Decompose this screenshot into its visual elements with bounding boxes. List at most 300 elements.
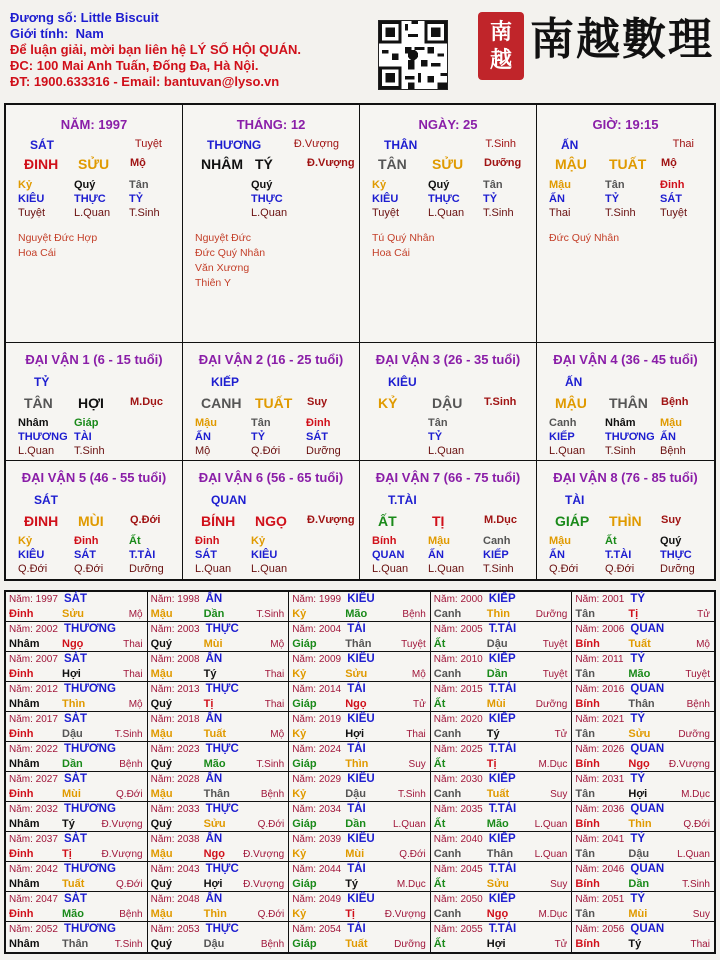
year-ten-god: TỶ bbox=[630, 713, 646, 725]
year-stem: Mậu bbox=[150, 608, 173, 620]
year-stage: Thai bbox=[264, 699, 285, 710]
year-stage: Suy bbox=[550, 789, 568, 800]
year-stage: Tử bbox=[697, 609, 710, 620]
annual-cell[interactable] bbox=[572, 892, 714, 921]
year-stage: Q.Đới bbox=[116, 789, 143, 800]
hidden-stem-stage: L.Quan bbox=[549, 445, 586, 457]
heavenly-stem: MẬU bbox=[555, 395, 587, 411]
year-stage: Thai bbox=[690, 939, 710, 950]
year-label: Năm: 2033 bbox=[150, 804, 200, 815]
annual-cell[interactable] bbox=[6, 862, 148, 891]
year-stem: Mậu bbox=[150, 668, 173, 680]
annual-cell[interactable] bbox=[572, 652, 714, 681]
annual-cell[interactable] bbox=[289, 622, 431, 651]
annual-cell[interactable] bbox=[289, 652, 431, 681]
annual-cell[interactable] bbox=[289, 712, 431, 741]
annual-cell[interactable] bbox=[6, 742, 148, 771]
hidden-stem-stage: Q.Đới bbox=[605, 563, 635, 575]
phone-email-line: ĐT: 1900.633316 - Email: bantuvan@lyso.vn bbox=[10, 74, 280, 89]
year-label: Năm: 2024 bbox=[292, 744, 342, 755]
year-stage: Suy bbox=[550, 879, 568, 890]
annual-row bbox=[6, 922, 714, 952]
ten-god-stem: THÂN bbox=[384, 138, 418, 152]
annual-cell[interactable] bbox=[572, 622, 714, 651]
year-label: Năm: 1999 bbox=[292, 594, 342, 605]
hidden-stem-name: Tân bbox=[428, 417, 448, 429]
year-label: Năm: 2041 bbox=[575, 834, 625, 845]
branch-stage: Mộ bbox=[661, 157, 677, 169]
year-label: Năm: 2031 bbox=[575, 774, 625, 785]
year-branch: Thân bbox=[345, 638, 372, 650]
pillar-cell bbox=[537, 105, 714, 343]
hidden-stem-god: SÁT bbox=[660, 193, 682, 205]
contact-invite: Để luận giải, mời bạn liên hệ LÝ SỐ HỘI QUÁN. bbox=[10, 42, 301, 57]
year-stem: Ất bbox=[433, 878, 446, 890]
year-label: Năm: 2053 bbox=[150, 924, 200, 935]
year-label: Năm: 2046 bbox=[575, 864, 625, 875]
year-stem: Đinh bbox=[9, 848, 34, 860]
dai-van-row-2 bbox=[6, 461, 714, 579]
year-branch: Hợi bbox=[345, 728, 365, 740]
year-branch: Dậu bbox=[62, 728, 83, 740]
pillar-title: NGÀY: 25 bbox=[418, 117, 478, 132]
year-label: Năm: 2032 bbox=[9, 804, 58, 815]
annual-cell[interactable] bbox=[148, 682, 290, 711]
year-stage: Tuyệt bbox=[685, 669, 710, 680]
year-stage: Tử bbox=[554, 729, 568, 740]
year-stem: Bính bbox=[575, 938, 600, 950]
hidden-stem-stage: L.Quan bbox=[372, 563, 409, 575]
auxiliary-star: Hoa Cái bbox=[18, 247, 56, 259]
annual-cell[interactable] bbox=[289, 682, 431, 711]
auxiliary-star: Tú Quý Nhân bbox=[372, 232, 435, 244]
year-stage: L.Quan bbox=[677, 849, 710, 860]
year-label: Năm: 2050 bbox=[433, 894, 483, 905]
year-label: Năm: 2022 bbox=[9, 744, 58, 755]
branch-stage: Mộ bbox=[130, 157, 146, 169]
dai-van-row-1 bbox=[6, 343, 714, 461]
year-stage: Mộ bbox=[411, 669, 426, 680]
year-stage: M.Dục bbox=[538, 909, 568, 920]
hidden-stem-god: THỰC bbox=[251, 193, 283, 205]
year-label: Năm: 2055 bbox=[433, 924, 483, 935]
annual-cell[interactable] bbox=[6, 622, 148, 651]
year-branch: Thìn bbox=[345, 758, 369, 770]
year-stage: Bệnh bbox=[260, 939, 285, 950]
dai-van-cell bbox=[360, 343, 537, 461]
hidden-stem-name: Quý bbox=[428, 179, 450, 191]
annual-cell[interactable] bbox=[289, 832, 431, 861]
hidden-stem-name: Tân bbox=[605, 179, 625, 191]
year-stage: Mộ bbox=[270, 639, 285, 650]
hidden-stem-god: KIẾP bbox=[483, 549, 509, 561]
year-stage: Q.Đới bbox=[257, 909, 285, 920]
annual-cell[interactable] bbox=[572, 862, 714, 891]
year-branch: Mão bbox=[203, 758, 226, 770]
annual-cell[interactable] bbox=[431, 682, 573, 711]
year-stage: Đ.Vượng bbox=[668, 759, 710, 770]
heavenly-stem: KỶ bbox=[378, 395, 398, 411]
year-branch: Dần bbox=[486, 668, 508, 680]
year-ten-god: KIÊU bbox=[347, 833, 375, 845]
header-info bbox=[10, 10, 370, 90]
year-ten-god: TỶ bbox=[630, 593, 646, 605]
auxiliary-star: Văn Xương bbox=[195, 262, 250, 274]
year-branch: Ngọ bbox=[345, 698, 367, 710]
annual-table bbox=[4, 590, 716, 954]
annual-cell[interactable] bbox=[289, 742, 431, 771]
year-ten-god: ẤN bbox=[205, 653, 223, 665]
heavenly-stem: GIÁP bbox=[555, 513, 590, 529]
hidden-stem-stage: T.Sinh bbox=[74, 445, 105, 457]
year-stage: Dưỡng bbox=[535, 699, 568, 710]
annual-cell[interactable] bbox=[572, 742, 714, 771]
annual-cell[interactable] bbox=[431, 772, 573, 801]
year-stem: Nhâm bbox=[9, 878, 40, 890]
year-stage: Bệnh bbox=[119, 909, 143, 920]
annual-cell[interactable] bbox=[148, 802, 290, 831]
year-ten-god: TÀI bbox=[347, 683, 366, 695]
hidden-stem-name: Kỷ bbox=[251, 535, 266, 547]
year-label: Năm: 2044 bbox=[292, 864, 342, 875]
year-ten-god: T.TÀI bbox=[488, 743, 517, 755]
year-label: Năm: 2001 bbox=[575, 594, 625, 605]
annual-cell[interactable] bbox=[6, 682, 148, 711]
dai-van-cell bbox=[183, 461, 360, 579]
year-ten-god: QUAN bbox=[630, 923, 665, 935]
year-ten-god: T.TÀI bbox=[488, 683, 517, 695]
year-branch: Thìn bbox=[628, 818, 652, 830]
branch-stage: Dưỡng bbox=[484, 157, 522, 169]
earthly-branch: TÝ bbox=[255, 156, 273, 172]
year-ten-god: T.TÀI bbox=[488, 923, 517, 935]
year-stage: Thai bbox=[264, 669, 285, 680]
year-stem: Tân bbox=[575, 908, 595, 920]
year-ten-god: THỰC bbox=[205, 623, 239, 635]
hidden-stem-stage: Dưỡng bbox=[129, 563, 164, 575]
year-label: Năm: 2013 bbox=[150, 684, 200, 695]
annual-cell[interactable] bbox=[431, 802, 573, 831]
year-ten-god: THỰC bbox=[205, 923, 239, 935]
year-stem: Ất bbox=[433, 698, 446, 710]
year-label: Năm: 2025 bbox=[433, 744, 483, 755]
year-stage: Đ.Vượng bbox=[384, 909, 426, 920]
year-stem: Bính bbox=[575, 698, 600, 710]
year-branch: Tý bbox=[486, 728, 500, 740]
year-stem: Ất bbox=[433, 818, 446, 830]
year-stem: Kỷ bbox=[292, 908, 307, 920]
branch-stage: M.Dục bbox=[130, 396, 163, 408]
year-label: Năm: 2002 bbox=[9, 624, 58, 635]
earthly-branch: SỬU bbox=[432, 156, 464, 172]
annual-cell[interactable] bbox=[289, 802, 431, 831]
annual-cell[interactable] bbox=[431, 892, 573, 921]
annual-cell[interactable] bbox=[6, 712, 148, 741]
annual-cell[interactable] bbox=[148, 592, 290, 621]
year-stage: Bệnh bbox=[260, 789, 285, 800]
year-branch: Mùi bbox=[486, 698, 506, 710]
year-branch: Sửu bbox=[62, 608, 85, 620]
annual-cell[interactable] bbox=[148, 862, 290, 891]
year-stem: Bính bbox=[575, 878, 600, 890]
year-label: Năm: 2014 bbox=[292, 684, 342, 695]
year-stem: Quý bbox=[150, 698, 172, 710]
auxiliary-star: Thiên Y bbox=[195, 277, 231, 289]
year-stage: Dưỡng bbox=[678, 729, 710, 740]
hidden-stem-stage: T.Sinh bbox=[483, 563, 514, 575]
pillar-cell bbox=[6, 105, 183, 343]
hidden-stem-name: Canh bbox=[483, 535, 511, 547]
hidden-stem-stage: Q.Đới bbox=[18, 563, 48, 575]
year-label: Năm: 2039 bbox=[292, 834, 342, 845]
annual-cell[interactable] bbox=[572, 832, 714, 861]
year-ten-god: THỰC bbox=[205, 683, 239, 695]
year-stem: Giáp bbox=[292, 698, 317, 710]
annual-cell[interactable] bbox=[148, 742, 290, 771]
hidden-stem-stage: T.Sinh bbox=[483, 207, 514, 219]
earthly-branch: THÌN bbox=[609, 513, 642, 529]
hidden-stem-stage: T.Sinh bbox=[129, 207, 160, 219]
year-branch: Tuất bbox=[203, 728, 226, 740]
year-ten-god: THƯƠNG bbox=[64, 923, 116, 935]
heavenly-stem: TÂN bbox=[378, 156, 407, 172]
year-ten-god: THƯƠNG bbox=[64, 743, 116, 755]
year-stage: Tử bbox=[412, 699, 426, 710]
year-stage: Mộ bbox=[696, 639, 710, 650]
year-label: Năm: 2008 bbox=[150, 654, 200, 665]
annual-row bbox=[6, 622, 714, 652]
hidden-stem-name: Đinh bbox=[660, 179, 685, 191]
annual-cell[interactable] bbox=[289, 862, 431, 891]
branch-stage: T.Sinh bbox=[484, 396, 517, 408]
year-branch: Sửu bbox=[345, 668, 368, 680]
gender-line: Giới tính: Nam bbox=[10, 26, 104, 41]
year-branch: Thân bbox=[62, 938, 89, 950]
year-stem: Bính bbox=[575, 638, 600, 650]
hidden-stem-name: Quý bbox=[660, 535, 682, 547]
annual-cell[interactable] bbox=[431, 622, 573, 651]
year-ten-god: THƯƠNG bbox=[64, 623, 116, 635]
year-stage: L.Quan bbox=[534, 849, 568, 860]
hidden-stem-stage: L.Quan bbox=[195, 563, 232, 575]
year-stage: Mộ bbox=[128, 609, 143, 620]
hidden-stem-god: KIÊU bbox=[18, 549, 45, 561]
year-stage: T.Sinh bbox=[256, 609, 285, 620]
year-branch: Tị bbox=[486, 758, 497, 770]
hidden-stem-stage: T.Sinh bbox=[605, 207, 636, 219]
year-stage: T.Sinh bbox=[397, 789, 426, 800]
year-label: Năm: 2003 bbox=[150, 624, 200, 635]
year-stem: Kỷ bbox=[292, 728, 307, 740]
annual-cell[interactable] bbox=[431, 712, 573, 741]
year-stem: Kỷ bbox=[292, 668, 307, 680]
annual-cell[interactable] bbox=[148, 832, 290, 861]
year-stage: T.Sinh bbox=[114, 729, 143, 740]
year-branch: Dần bbox=[628, 878, 650, 890]
annual-cell[interactable] bbox=[148, 922, 290, 952]
year-label: Năm: 2012 bbox=[9, 684, 58, 695]
year-ten-god: THƯƠNG bbox=[64, 803, 116, 815]
qr-code-icon[interactable] bbox=[378, 20, 448, 90]
year-stem: Nhâm bbox=[9, 698, 40, 710]
year-branch: Tị bbox=[628, 608, 639, 620]
year-ten-god: KIẾP bbox=[488, 593, 516, 605]
year-stem: Kỷ bbox=[292, 788, 307, 800]
annual-cell[interactable] bbox=[431, 862, 573, 891]
branch-stage: Đ.Vượng bbox=[307, 157, 355, 169]
year-stem: Ất bbox=[433, 938, 446, 950]
hidden-stem-stage: L.Quan bbox=[18, 445, 55, 457]
hidden-stem-stage: L.Quan bbox=[251, 207, 288, 219]
annual-cell[interactable] bbox=[6, 832, 148, 861]
year-label: Năm: 2036 bbox=[575, 804, 625, 815]
year-stem: Mậu bbox=[150, 908, 173, 920]
year-label: Năm: 2056 bbox=[575, 924, 625, 935]
annual-cell[interactable] bbox=[572, 802, 714, 831]
branch-stage: Q.Đới bbox=[130, 514, 161, 526]
red-seal-logo: 南 越 bbox=[478, 12, 524, 80]
annual-cell[interactable] bbox=[289, 592, 431, 621]
hidden-stem-god: ẤN bbox=[549, 549, 565, 561]
year-stem: Đinh bbox=[9, 908, 34, 920]
year-label: Năm: 2051 bbox=[575, 894, 625, 905]
hidden-stem-stage: Q.Đới bbox=[251, 445, 281, 457]
hidden-stem-god: THƯƠNG bbox=[18, 431, 68, 443]
hidden-stem-god: TỶ bbox=[428, 431, 443, 443]
year-label: Năm: 2037 bbox=[9, 834, 58, 845]
annual-cell[interactable] bbox=[6, 892, 148, 921]
annual-row bbox=[6, 742, 714, 772]
year-ten-god: ẤN bbox=[205, 893, 223, 905]
annual-cell[interactable] bbox=[431, 922, 573, 952]
year-branch: Sửu bbox=[628, 728, 651, 740]
year-label: Năm: 2027 bbox=[9, 774, 58, 785]
year-branch: Tý bbox=[203, 668, 217, 680]
annual-cell[interactable] bbox=[6, 802, 148, 831]
hidden-stem-god: TỶ bbox=[605, 193, 620, 205]
hidden-stem-name: Đinh bbox=[306, 417, 331, 429]
year-label: Năm: 1998 bbox=[150, 594, 200, 605]
year-ten-god: THƯƠNG bbox=[64, 683, 116, 695]
annual-cell[interactable] bbox=[148, 772, 290, 801]
year-label: Năm: 2000 bbox=[433, 594, 483, 605]
hidden-stem-stage: L.Quan bbox=[428, 445, 465, 457]
hidden-stem-stage: L.Quan bbox=[74, 207, 111, 219]
ten-god-stem: T.TÀI bbox=[388, 493, 417, 507]
annual-cell[interactable] bbox=[572, 772, 714, 801]
annual-cell[interactable] bbox=[148, 652, 290, 681]
year-stem: Tân bbox=[575, 668, 595, 680]
branch-stage: Bệnh bbox=[661, 396, 689, 408]
year-stem: Đinh bbox=[9, 668, 34, 680]
owner-line: Đương số: Little Biscuit bbox=[10, 10, 159, 25]
hidden-stem-stage: L.Quan bbox=[428, 207, 465, 219]
year-ten-god: KIÊU bbox=[347, 653, 375, 665]
heavenly-stem: BÍNH bbox=[201, 513, 236, 529]
year-ten-god: THƯƠNG bbox=[64, 863, 116, 875]
year-stem: Giáp bbox=[292, 938, 317, 950]
year-ten-god: QUAN bbox=[630, 803, 665, 815]
year-branch: Dần bbox=[345, 818, 366, 830]
year-ten-god: SÁT bbox=[64, 713, 87, 725]
annual-cell[interactable] bbox=[6, 652, 148, 681]
dai-van-title: ĐẠI VẬN 4 (36 - 45 tuổi) bbox=[553, 352, 698, 367]
hidden-stem-name: Đinh bbox=[195, 535, 220, 547]
year-branch: Mão bbox=[62, 908, 84, 920]
annual-cell[interactable] bbox=[572, 592, 714, 621]
annual-cell[interactable] bbox=[572, 682, 714, 711]
annual-cell[interactable] bbox=[6, 772, 148, 801]
hidden-stem-god: QUAN bbox=[372, 549, 405, 561]
ten-god-stem: ẤN bbox=[561, 138, 579, 152]
stem-stage: T.Sinh bbox=[485, 138, 516, 150]
heavenly-stem: CANH bbox=[201, 395, 242, 411]
year-ten-god: ẤN bbox=[205, 593, 223, 605]
year-label: Năm: 2045 bbox=[433, 864, 483, 875]
year-ten-god: QUAN bbox=[630, 863, 665, 875]
year-branch: Ngọ bbox=[203, 848, 225, 860]
year-label: Năm: 2029 bbox=[292, 774, 342, 785]
year-ten-god: TÀI bbox=[347, 743, 366, 755]
year-label: Năm: 2005 bbox=[433, 624, 483, 635]
annual-row bbox=[6, 592, 714, 622]
year-stem: Đinh bbox=[9, 788, 34, 800]
annual-cell[interactable] bbox=[431, 592, 573, 621]
annual-cell[interactable] bbox=[289, 772, 431, 801]
annual-cell[interactable] bbox=[148, 712, 290, 741]
annual-cell[interactable] bbox=[6, 592, 148, 621]
earthly-branch: SỬU bbox=[78, 156, 110, 172]
auxiliary-star: Đức Quý Nhân bbox=[549, 232, 620, 244]
chart-grid bbox=[4, 103, 716, 581]
annual-cell[interactable] bbox=[431, 832, 573, 861]
hidden-stem-god: T.TÀI bbox=[605, 549, 632, 561]
annual-row bbox=[6, 712, 714, 742]
year-label: Năm: 2023 bbox=[150, 744, 200, 755]
hidden-stem-name: Tân bbox=[483, 179, 503, 191]
year-branch: Thân bbox=[486, 848, 514, 860]
year-stage: Dưỡng bbox=[394, 939, 426, 950]
year-branch: Dậu bbox=[628, 848, 650, 860]
year-ten-god: KIÊU bbox=[347, 713, 375, 725]
annual-cell[interactable] bbox=[572, 922, 714, 952]
annual-cell[interactable] bbox=[431, 742, 573, 771]
year-stage: Đ.Vượng bbox=[243, 879, 285, 890]
year-branch: Hợi bbox=[628, 788, 648, 800]
year-branch: Tị bbox=[203, 698, 214, 710]
annual-cell[interactable] bbox=[289, 892, 431, 921]
annual-cell[interactable] bbox=[148, 622, 290, 651]
year-label: Năm: 2015 bbox=[433, 684, 483, 695]
annual-cell[interactable] bbox=[431, 652, 573, 681]
annual-cell[interactable] bbox=[6, 922, 148, 952]
dai-van-title: ĐẠI VẬN 1 (6 - 15 tuổi) bbox=[25, 352, 163, 367]
year-ten-god: SÁT bbox=[64, 893, 87, 905]
annual-cell[interactable] bbox=[289, 922, 431, 952]
hidden-stem-stage: Thai bbox=[549, 207, 571, 219]
hidden-stem-name: Mậu bbox=[660, 417, 682, 429]
year-stage: L.Quan bbox=[392, 819, 426, 830]
year-stage: Bệnh bbox=[686, 699, 710, 710]
annual-cell[interactable] bbox=[572, 712, 714, 741]
annual-cell[interactable] bbox=[148, 892, 290, 921]
year-stem: Mậu bbox=[150, 788, 173, 800]
hidden-stem-name: Mậu bbox=[428, 535, 450, 547]
hidden-stem-name: Giáp bbox=[74, 417, 99, 429]
hidden-stem-stage: Mộ bbox=[195, 445, 211, 457]
year-stem: Tân bbox=[575, 728, 595, 740]
year-branch: Mão bbox=[628, 668, 651, 680]
